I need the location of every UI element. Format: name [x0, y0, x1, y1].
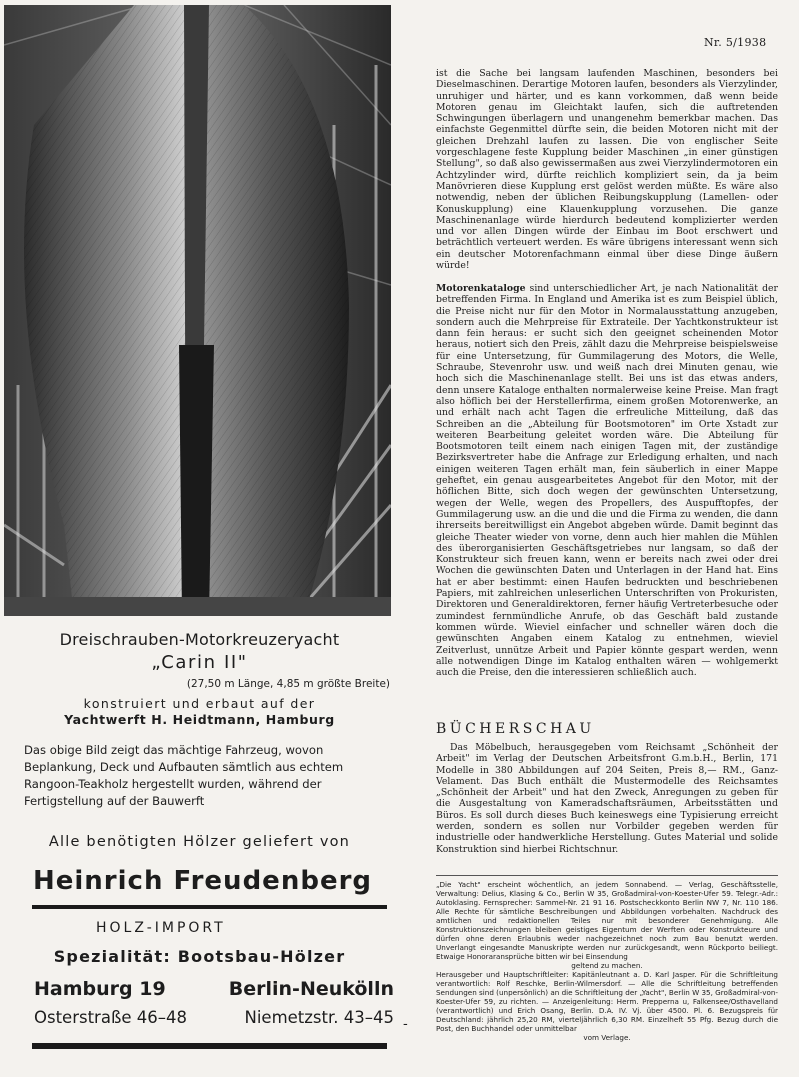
ad-description: Das obige Bild zeigt das mächtige Fahrzeug, wovon Beplankung, Deck und Aufbauten sämtlich aus echtem Rangoon-Teakholz hergestellt wurden, während der Fertigstellung auf der Bauwerft	[24, 743, 344, 808]
colophon	[436, 880, 778, 1066]
ad-yacht-name: „Carin II"	[151, 652, 248, 673]
boat-hull-icon	[4, 5, 391, 616]
ad-supply-line: Alle benötigten Hölzer geliefert von	[48, 834, 351, 850]
colophon-editor-text: Herausgeber und Hauptschriftleiter: Kapitänleutnant a. D. Karl Jasper. Für die Schriftleitung verantwortlich: Rolf Reschke, Berlin-Wilmersdorf. — Alle die Schriftleitung betreffenden Sendungen sind (unpersönlich) an die Schriftleitung der „Yacht", Berlin W 35, Großadmiral-von-Koester-Ufer 59, zu richten. — Anzeigenleitung: Herm. Prepperna u, Falkensee/Osthavelland (verantwortlich) und Erich Osang, Berlin. D.A. IV. Vj. über 4500. Pl. 6. Bezugspreis für Deutschland: jährlich 25,20 RM, vierteljährlich 6,30 RM. Einzelheft 55 Pfg. Bezug durch die Post, den Buchhandel oder unmittelbar	[436, 970, 778, 1033]
ad-shipyard: Yachtwerft H. Heidtmann, Hamburg	[64, 712, 335, 727]
ad-dimensions: (27,50 m Länge, 4,85 m größte Breite)	[186, 678, 390, 690]
ad-address-hamburg: Osterstraße 46–48	[34, 1008, 187, 1027]
article-paragraph-2-text: sind unterschiedlicher Art, je nach Nationalität der betreffenden Firma. In England und Amerika ist es zum Beispiel üblich, die Preise nicht nur für den Motor in Normalausstattung anzugeben, sondern auch die Mehrpreise für Extrateile. Der Yachtkonstrukteur ist dann fein heraus: er sucht sich den geeignet scheinenden Motor heraus, notiert sich den Preis, zählt dazu die Mehrpreise beispielsweise für eine Untersetzung, für Gummilagerung des Motors, die Welle, Schraube, Stevenrohr usw. und weiß nach drei Minuten genau, wie hoch sich die Maschinenanlage stellt. Bei uns ist das etwas anders, denn unsere Kataloge enthalten normalerweise keine Preise. Man fragt also höflich bei der Herstellerfirma, einem großen Motorenwerke, an und erhält nach acht Tagen die erfreuliche Mitteilung, daß das Schreiben an die „Abteilung für Bootsmotoren" im Orte Xstadt zur weiteren Bearbeitung geleitet worden wäre. Die Abteilung für Bootsmotoren teilt einem nach einigen Tagen mit, der zuständige Bezirksvertreter habe die Anfrage zur Erledigung erhalten, und nach einigen weiteren Tagen erhält man, fein säuberlich in einer Mappe geheftet, ein genau ausgearbeitetes Angebot für den Motor, mit der höflichen Bitte, sich doch wegen der gewünschten Untersetzung, wegen der Welle, wegen des Propellers, des Auspufftopfes, der Gummilagerung usw. an die und die und die Firma zu wenden, die dann ihrerseits bereitwilligst ein Angebot abgeben würde. Damit beginnt das gleiche Theater wieder von vorne, denn auch hier mahlen die Mühlen des überorganisierten Geschäftsgetriebes nur langsam, so daß der Konstrukteur sich freuen kann, wenn er bereits nach zwei oder drei Wochen die gewünschten Daten und Unterlagen in der Hand hat. Eins hat er aber bestimmt: einen Haufen bedruckten und beschriebenen Papiers, mit zahlreichen unleserlichen Unterschriften von Prokuristen, Direktoren und Generaldirektoren, ferner häufig Vertreterbesuche oder zumindest fernmündliche Anrufe, ob das Geschäft bald zustande kommen würde. Wieviel einfacher und schneller wären doch die gewünschten Angaben einem Katalog zu entnehmen, wieviel Zeitverlust, unnütze Arbeit und Papier könnte gespart werden, wenn alle notwendigen Dinge im Katalog enthalten wären — wohlgemerkt auch die Preise, den die interessieren schließlich auch.	[436, 283, 778, 679]
ad-rule-top	[32, 905, 387, 909]
article-paragraph-2	[436, 283, 778, 705]
ad-cities	[34, 978, 394, 1000]
ad-title: Dreischrauben-Motorkreuzeryacht	[59, 630, 340, 649]
ad-rule-bottom	[32, 1043, 387, 1049]
colophon-publisher-text: „Die Yacht" erscheint wöchentlich, an jedem Sonnabend. — Verlag, Geschäftsstelle, Verwaltung: Delius, Klasing & Co., Berlin W 35, Großadmiral-von-Koester-Ufer 59. Telegr.-Adr.: Autoklasing. Fernsprecher: Sammel-Nr. 21 91 16. Postscheckkonto Berlin NW 7, Nr. 110 186. Alle Rechte für sämtliche Beschreibungen und Abbildungen vorbehalten. Nachdruck des amtlichen und redaktionellen Teiles nur mit besonderer Genehmigung. Alle Konstruktionszeichnungen bleiben geistiges Eigentum der Werften oder Konstrukteure und dürfen ohne deren Erlaubnis weder nachgezeichnet noch zum Bau benutzt werden. Unverlangt eingesandte Manuskripte werden nur zurückgesandt, wenn Rückporto beiliegt. Etwaige Honoraransprüche bitten wir bei Einsendung	[436, 880, 778, 961]
ad-import-line: HOLZ-IMPORT	[96, 920, 226, 936]
colophon-publisher-end: geltend zu machen.	[571, 961, 643, 970]
article-lead-term: Motorenkataloge	[436, 283, 526, 294]
margin-dash: -	[403, 1016, 408, 1032]
ad-built-line: konstruiert und erbaut auf der	[83, 696, 316, 711]
yacht-hull-photo	[4, 5, 391, 616]
colophon-editor-end: vom Verlage.	[583, 1033, 631, 1042]
colophon-divider	[436, 875, 778, 876]
ad-specialty: Spezialität: Bootsbau-Hölzer	[53, 947, 346, 966]
article-paragraph-1: ist die Sache bei langsam laufenden Maschinen, besonders bei Dieselmaschinen. Derartige Motoren laufen, besonders als Vierzylinder, unruhiger und härter, und es kann vorkommen, daß wenn beide Motoren genau im Gleichtakt laufen, sich die auftretenden Schwingungen überlagern und unangenehm bemerkbar machen. Das einfachste Gegenmittel dürfte sein, die beiden Motoren nicht mit der gleichen Drehzahl laufen zu lassen. Die von englischer Seite vorgeschlagene feste Kupplung beider Maschinen „in einer günstigen Stellung", so daß also gewissermaßen aus zwei Vierzylindermotoren ein Achtzylinder wird, dürfte reichlich kompliziert sein, da ja beim Manövrieren diese Kupplung erst gelöst werden müßte. Es wäre also notwendig, neben der üblichen Reibungskupplung (Lamellen- oder Konuskupplung) eine Klauenkupplung vorzusehen. Die ganze Maschinenanlage würde hierdurch bedeutend komplizierter werden und vor allen Dingen würde der Einbau im Boot erschwert und beträchtlich verteuert werden. Es wäre übrigens interessant wenn sich ein deutscher Motorenfachmann einmal über diese Dinge äußern würde!	[436, 68, 778, 272]
ad-addresses	[34, 1008, 394, 1027]
page-number: Nr. 5/1938	[704, 36, 767, 49]
section-heading: BÜCHERSCHAU	[436, 721, 595, 737]
ad-city-hamburg: Hamburg 19	[34, 978, 166, 1000]
ad-address-berlin: Niemetzstr. 43–45	[244, 1008, 394, 1027]
book-review-paragraph: Das Möbelbuch, herausgegeben vom Reichsamt „Schönheit der Arbeit" im Verlag der Deutschen Arbeitsfront G.m.b.H., Berlin, 171 Modelle in 380 Abbildungen auf 204 Seiten, Preis 8,— RM., Ganz-Velament. Das Buch enthält die Mustermodelle des Reichsamtes „Schönheit der Arbeit" und hat den Zweck, Anregungen zu geben für die Ausgestaltung von Kameradschaftsräumen, Arbeitsstätten und Büros. Es soll durch dieses Buch keineswegs eine Typisierung erreicht werden, sondern es sollen nur Vorbilder gegeben werden für industrielle oder handwerkliche Herstellung. Gutes Material und solide Konstruktion sind hierbei Richtschnur.	[436, 742, 778, 855]
ad-city-berlin: Berlin-Neukölln	[228, 978, 394, 1000]
ad-firm-name: Heinrich Freudenberg	[32, 866, 373, 896]
